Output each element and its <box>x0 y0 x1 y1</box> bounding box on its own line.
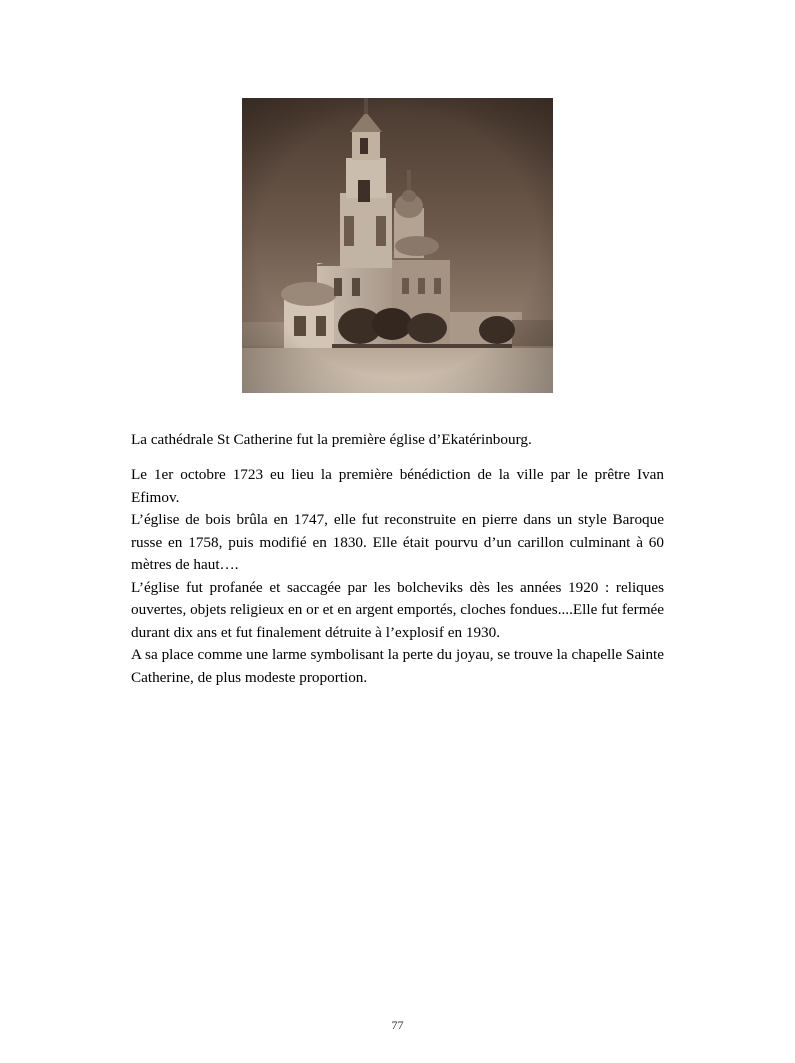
paragraph-chapel: A sa place comme une larme symbolisant la perte du joyau, se trouve la chapelle Sainte Catherine, de plus modeste proportion. <box>131 646 664 686</box>
paragraph-benediction: Le 1er octobre 1723 eu lieu la première bénédiction de la ville par le prêtre Ivan Efimov. <box>131 466 664 506</box>
paragraph-reconstruction: L’église de bois brûla en 1747, elle fut reconstruite en pierre dans un style Baroque russe en 1758, puis modifié en 1830. Elle était pourvu d’un carillon culminant à 60 mètres de haut…. <box>131 511 664 573</box>
page-number: 77 <box>391 1018 404 1032</box>
body-text <box>131 464 664 689</box>
cathedral-photo <box>242 98 553 393</box>
paragraph-destruction: L’église fut profanée et saccagée par les bolcheviks dès les années 1920 : reliques ouvertes, objets religieux en or et en argent emportés, cloches fondues....Elle fut fermée durant dix ans et fut finalement détruite à l’explosif en 1930. <box>131 578 664 641</box>
photo-caption: La cathédrale St Catherine fut la première église d’Ekatérinbourg. <box>131 431 532 448</box>
